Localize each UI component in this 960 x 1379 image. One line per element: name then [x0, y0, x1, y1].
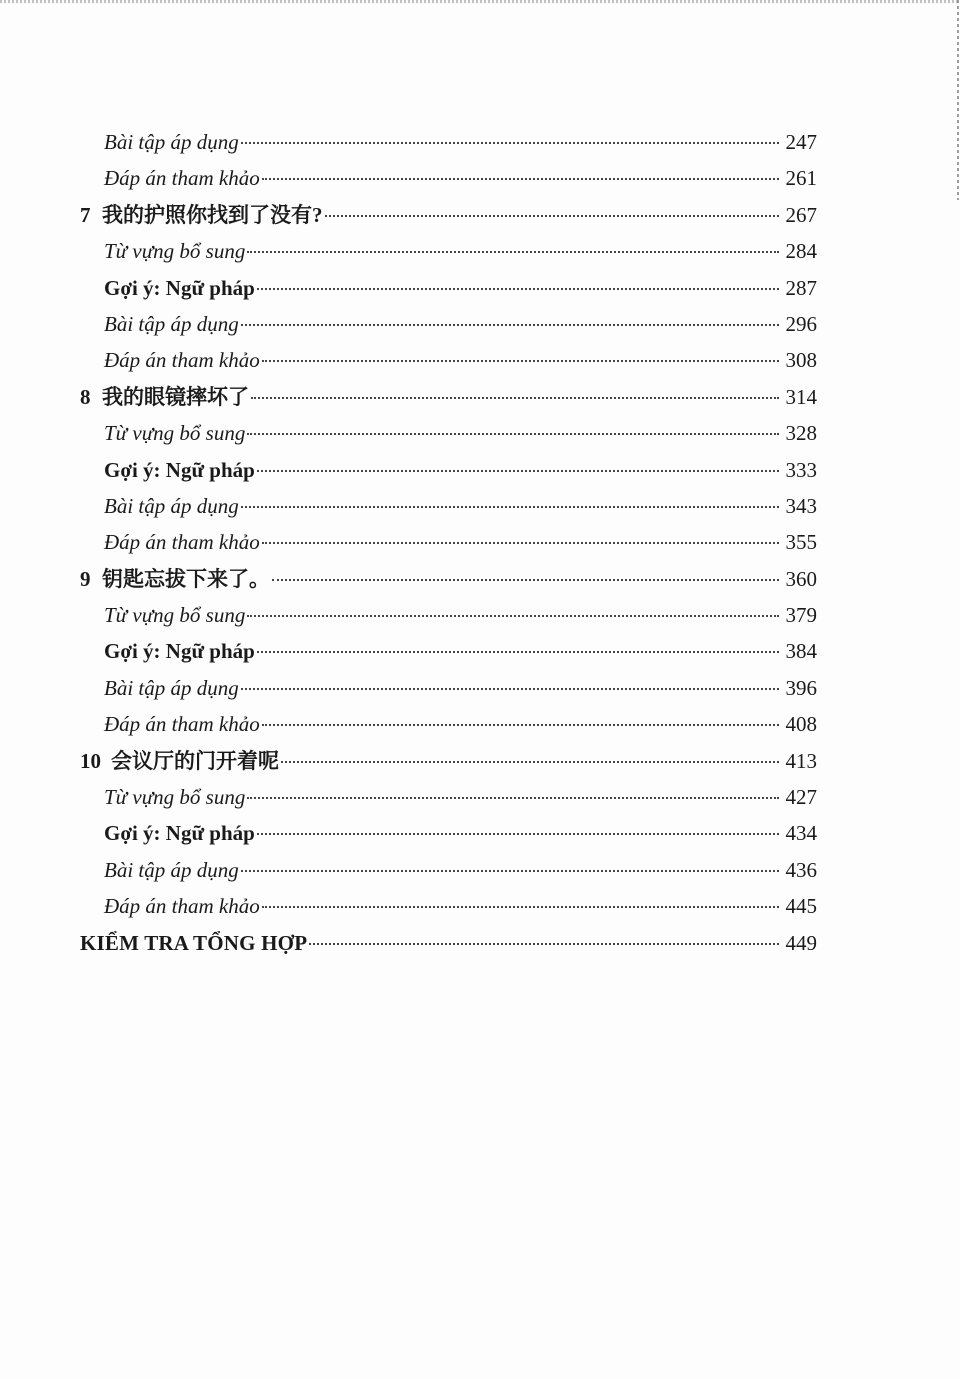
toc-entry-page: 384: [785, 639, 817, 664]
toc-entry-title: Bài tập áp dụng: [104, 311, 239, 336]
toc-entry-page: 296: [785, 311, 817, 336]
chapter-number: 10: [80, 748, 101, 773]
toc-entry-page: 333: [785, 457, 817, 482]
toc-chapter-8[interactable]: [80, 379, 817, 415]
toc-entry-title: 会议厅的门开着呢: [111, 748, 279, 773]
leader-dots: [247, 250, 779, 253]
toc-entry[interactable]: [80, 270, 817, 306]
toc-entry[interactable]: [80, 306, 817, 342]
leader-dots: [241, 141, 779, 144]
leader-dots: [262, 541, 779, 544]
toc-entry-page: 308: [785, 348, 817, 373]
leader-dots: [251, 396, 779, 399]
toc-entry-title: Bài tập áp dụng: [104, 130, 239, 154]
toc-entry[interactable]: [80, 597, 817, 633]
toc-entry-page: 355: [785, 530, 817, 555]
toc-entry[interactable]: [80, 779, 817, 815]
toc-entry-page: 343: [785, 493, 817, 518]
scan-edge-top: [0, 0, 960, 3]
toc-entry-title: Đáp án tham khảo: [104, 712, 260, 737]
chapter-number: 8: [80, 384, 91, 409]
toc-entry[interactable]: [80, 452, 817, 488]
toc-entry-title: Đáp án tham khảo: [104, 348, 260, 373]
leader-dots: [257, 287, 779, 290]
toc-entry[interactable]: [80, 124, 817, 160]
toc-entry-title: Từ vựng bổ sung: [104, 239, 246, 264]
chapter-number: 7: [80, 202, 91, 227]
leader-dots: [247, 796, 779, 799]
toc-entry-title: Đáp án tham khảo: [104, 530, 260, 555]
leader-dots: [241, 869, 779, 872]
leader-dots: [325, 214, 780, 217]
toc-entry-title: Bài tập áp dụng: [104, 857, 239, 882]
toc-entry-page: 413: [785, 748, 817, 773]
toc-entry[interactable]: [80, 342, 817, 378]
toc-entry-page: 328: [785, 421, 817, 446]
toc-entry-page: 267: [785, 202, 817, 227]
leader-dots: [262, 905, 779, 908]
toc-entry-title: Từ vựng bổ sung: [104, 785, 246, 810]
leader-dots: [241, 323, 779, 326]
toc-entry-title: Gợi ý: Ngữ pháp: [104, 457, 255, 482]
leader-dots: [257, 832, 779, 835]
toc-final-test[interactable]: [80, 925, 817, 961]
leader-dots: [309, 942, 779, 945]
toc-entry-title: Từ vựng bổ sung: [104, 603, 246, 628]
leader-dots: [262, 177, 779, 180]
leader-dots: [247, 432, 779, 435]
toc-entry-title: 我的护照你找到了没有?: [102, 202, 323, 227]
toc-entry[interactable]: [80, 706, 817, 742]
toc-entry[interactable]: [80, 160, 817, 196]
table-of-contents: [80, 124, 817, 961]
toc-entry-title: KIỂM TRA TỔNG HỢP: [80, 930, 308, 955]
toc-entry-page: 436: [785, 857, 817, 882]
toc-entry[interactable]: [80, 524, 817, 560]
toc-entry-title: Gợi ý: Ngữ pháp: [104, 821, 255, 846]
toc-entry-title: Bài tập áp dụng: [104, 493, 239, 518]
toc-entry-title: Từ vựng bổ sung: [104, 421, 246, 446]
toc-entry[interactable]: [80, 670, 817, 706]
toc-entry-title: Gợi ý: Ngữ pháp: [104, 275, 255, 300]
toc-entry[interactable]: [80, 233, 817, 269]
leader-dots: [262, 723, 779, 726]
toc-entry-title: 我的眼镜摔坏了: [102, 384, 249, 409]
toc-entry-page: 284: [785, 239, 817, 264]
toc-entry-page: 445: [785, 894, 817, 919]
leader-dots: [262, 359, 779, 362]
leader-dots: [257, 469, 779, 472]
toc-entry[interactable]: [80, 633, 817, 669]
toc-entry-page: 261: [785, 166, 817, 191]
toc-entry[interactable]: [80, 815, 817, 851]
toc-entry[interactable]: [80, 852, 817, 888]
scan-edge-right: [957, 0, 959, 200]
toc-entry-page: 360: [785, 566, 817, 591]
chapter-number: 9: [80, 566, 91, 591]
toc-entry-page: 287: [785, 275, 817, 300]
toc-entry-page: 396: [785, 675, 817, 700]
toc-chapter-9[interactable]: [80, 561, 817, 597]
toc-entry-title: Đáp án tham khảo: [104, 166, 260, 191]
toc-entry-page: 314: [785, 384, 817, 409]
leader-dots: [272, 578, 779, 581]
toc-entry-page: 449: [785, 930, 817, 955]
toc-entry-title: Gợi ý: Ngữ pháp: [104, 639, 255, 664]
leader-dots: [281, 760, 779, 763]
toc-entry[interactable]: [80, 415, 817, 451]
toc-chapter-7[interactable]: [80, 197, 817, 233]
toc-entry-page: 379: [785, 603, 817, 628]
leader-dots: [257, 650, 779, 653]
toc-entry[interactable]: [80, 488, 817, 524]
toc-entry-page: 427: [785, 785, 817, 810]
toc-entry-title: Bài tập áp dụng: [104, 675, 239, 700]
leader-dots: [241, 505, 779, 508]
toc-entry-page: 434: [785, 821, 817, 846]
leader-dots: [241, 687, 779, 690]
toc-entry-title: Đáp án tham khảo: [104, 894, 260, 919]
toc-entry-page: 247: [785, 130, 817, 154]
leader-dots: [247, 614, 779, 617]
toc-entry-page: 408: [785, 712, 817, 737]
toc-chapter-10[interactable]: [80, 743, 817, 779]
toc-entry-title: 钥匙忘拔下来了。: [102, 566, 270, 591]
toc-entry[interactable]: [80, 888, 817, 924]
